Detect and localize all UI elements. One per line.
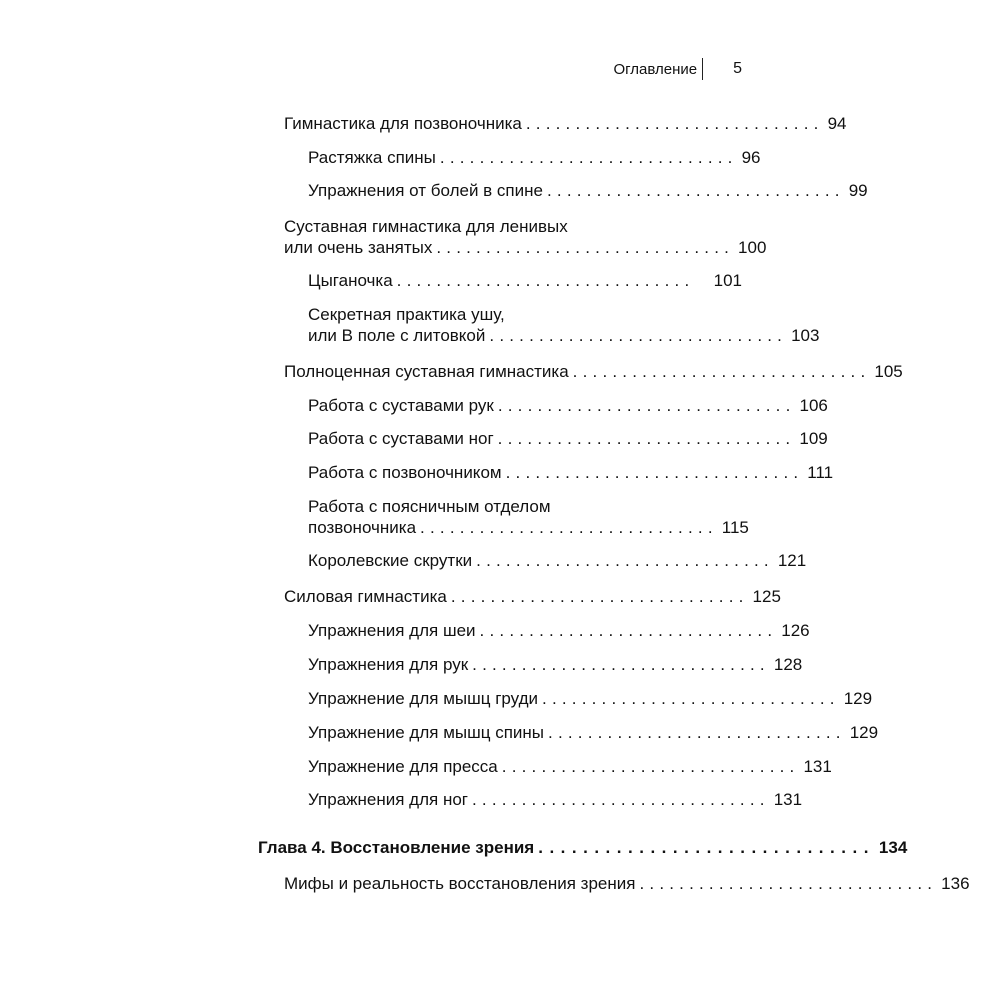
toc-page-number: 129 xyxy=(849,723,879,742)
toc-entry[interactable] xyxy=(284,113,847,134)
toc-entry[interactable] xyxy=(308,395,828,416)
toc-page-number: 99 xyxy=(848,181,868,200)
dot-leader: .............................. xyxy=(436,238,735,257)
toc-entry[interactable] xyxy=(308,462,834,483)
toc-entry-title: Работа с суставами ног xyxy=(308,429,494,448)
toc-entry-title: или В поле с литовкой xyxy=(308,326,486,345)
dot-leader: .............................. xyxy=(472,655,770,674)
dot-leader: .............................. xyxy=(420,518,718,537)
toc-entry-title: Полноценная суставная гимнастика xyxy=(284,362,569,381)
toc-entry-title-line: Работа с поясничным отделом xyxy=(308,497,551,516)
toc-entry-title: Упражнение для мышц спины xyxy=(308,723,545,742)
toc-page-number: 101 xyxy=(713,271,742,290)
dot-leader: .............................. xyxy=(639,874,938,893)
dot-leader: .............................. xyxy=(476,551,774,570)
toc-page-number: 109 xyxy=(799,429,828,448)
toc-entry[interactable] xyxy=(308,550,807,571)
toc-entry[interactable] xyxy=(308,789,803,810)
toc-page-number: 115 xyxy=(721,518,749,537)
toc-entry-title: Мифы и реальность восстановления зрения xyxy=(284,874,636,893)
toc-entry-title: Работа с позвоночником xyxy=(308,463,502,482)
toc-entry[interactable] xyxy=(308,270,742,291)
toc-entry[interactable] xyxy=(308,722,879,743)
toc-entry-title: Упражнения для рук xyxy=(308,655,469,674)
toc-entry[interactable] xyxy=(308,428,828,449)
toc-page-number: 94 xyxy=(827,114,847,133)
toc-entry[interactable] xyxy=(284,586,781,607)
toc-entry[interactable] xyxy=(308,304,820,346)
dot-leader: .............................. xyxy=(472,790,770,809)
toc-page-number: 105 xyxy=(874,362,903,381)
toc-page-number: 96 xyxy=(741,148,761,167)
dot-leader: .............................. xyxy=(525,114,824,133)
toc-entry-title: Упражнения для шеи xyxy=(308,621,476,640)
toc-page-number: 125 xyxy=(752,587,781,606)
toc-entry[interactable] xyxy=(284,361,903,382)
toc-entry-title-line: Секретная практика ушу, xyxy=(308,305,505,324)
toc-entry[interactable] xyxy=(308,688,873,709)
toc-page-number: 136 xyxy=(941,874,970,893)
toc-entry[interactable] xyxy=(284,216,767,258)
dot-leader: .............................. xyxy=(542,689,840,708)
toc-entry[interactable] xyxy=(284,873,970,894)
toc-entry[interactable] xyxy=(308,180,868,201)
dot-leader: .............................. xyxy=(548,723,846,742)
toc-page-number: 100 xyxy=(738,238,767,257)
toc-entry-title: Растяжка спины xyxy=(308,148,436,167)
dot-leader: .............................. xyxy=(538,838,875,857)
toc-entry-title: позвоночника xyxy=(308,518,417,537)
toc-entry[interactable] xyxy=(308,654,803,675)
toc-page-number: 134 xyxy=(878,838,908,857)
toc-entry-title: Упражнение для мышц груди xyxy=(308,689,539,708)
dot-leader: .............................. xyxy=(439,148,738,167)
toc-page-number: 131 xyxy=(773,790,803,809)
dot-leader: .............................. xyxy=(450,587,749,606)
toc-page-number: 126 xyxy=(781,621,810,640)
toc-chapter-entry[interactable] xyxy=(258,837,908,858)
running-header xyxy=(560,58,742,80)
toc-page-number: 121 xyxy=(777,551,807,570)
toc-page-number: 106 xyxy=(799,396,828,415)
toc-page-number: 129 xyxy=(843,689,873,708)
toc-entry-title: или очень занятых xyxy=(284,238,433,257)
toc-entry-title: Работа с суставами рук xyxy=(308,396,494,415)
dot-leader: .............................. xyxy=(501,757,800,776)
toc-entry-title: Гимнастика для позвоночника xyxy=(284,114,522,133)
dot-leader: .............................. xyxy=(572,362,871,381)
dot-leader: .............................. xyxy=(396,271,695,290)
header-page-number: 5 xyxy=(733,60,742,77)
dot-leader: .............................. xyxy=(505,463,804,482)
toc-entry-title: Силовая гимнастика xyxy=(284,587,447,606)
toc-entry-title: Королевские скрутки xyxy=(308,551,473,570)
header-title: Оглавление xyxy=(613,60,698,78)
toc-entry[interactable] xyxy=(308,147,761,168)
dot-leader: .............................. xyxy=(489,326,788,345)
dot-leader: .............................. xyxy=(546,181,845,200)
toc-entry-title: Упражнения от болей в спине xyxy=(308,181,543,200)
toc-entry[interactable] xyxy=(308,620,810,641)
toc-entry-title: Упражнения для ног xyxy=(308,790,468,809)
toc-page-number: 111 xyxy=(807,463,834,482)
toc-page-number: 131 xyxy=(803,757,832,776)
toc-entry-title-line: Суставная гимнастика для ленивых xyxy=(284,217,568,236)
toc-entry-title: Упражнение для пресса xyxy=(308,757,498,776)
dot-leader: .............................. xyxy=(497,396,796,415)
toc-page-number: 103 xyxy=(791,326,820,345)
dot-leader: .............................. xyxy=(497,429,796,448)
toc-entry[interactable] xyxy=(308,756,832,777)
header-divider xyxy=(702,58,703,80)
toc-entry-title: Цыганочка xyxy=(308,271,393,290)
toc-page-number: 128 xyxy=(773,655,803,674)
dot-leader: .............................. xyxy=(479,621,778,640)
toc-chapter-title: Глава 4. Восстановление зрения xyxy=(258,838,535,857)
toc-entry[interactable] xyxy=(308,496,749,538)
